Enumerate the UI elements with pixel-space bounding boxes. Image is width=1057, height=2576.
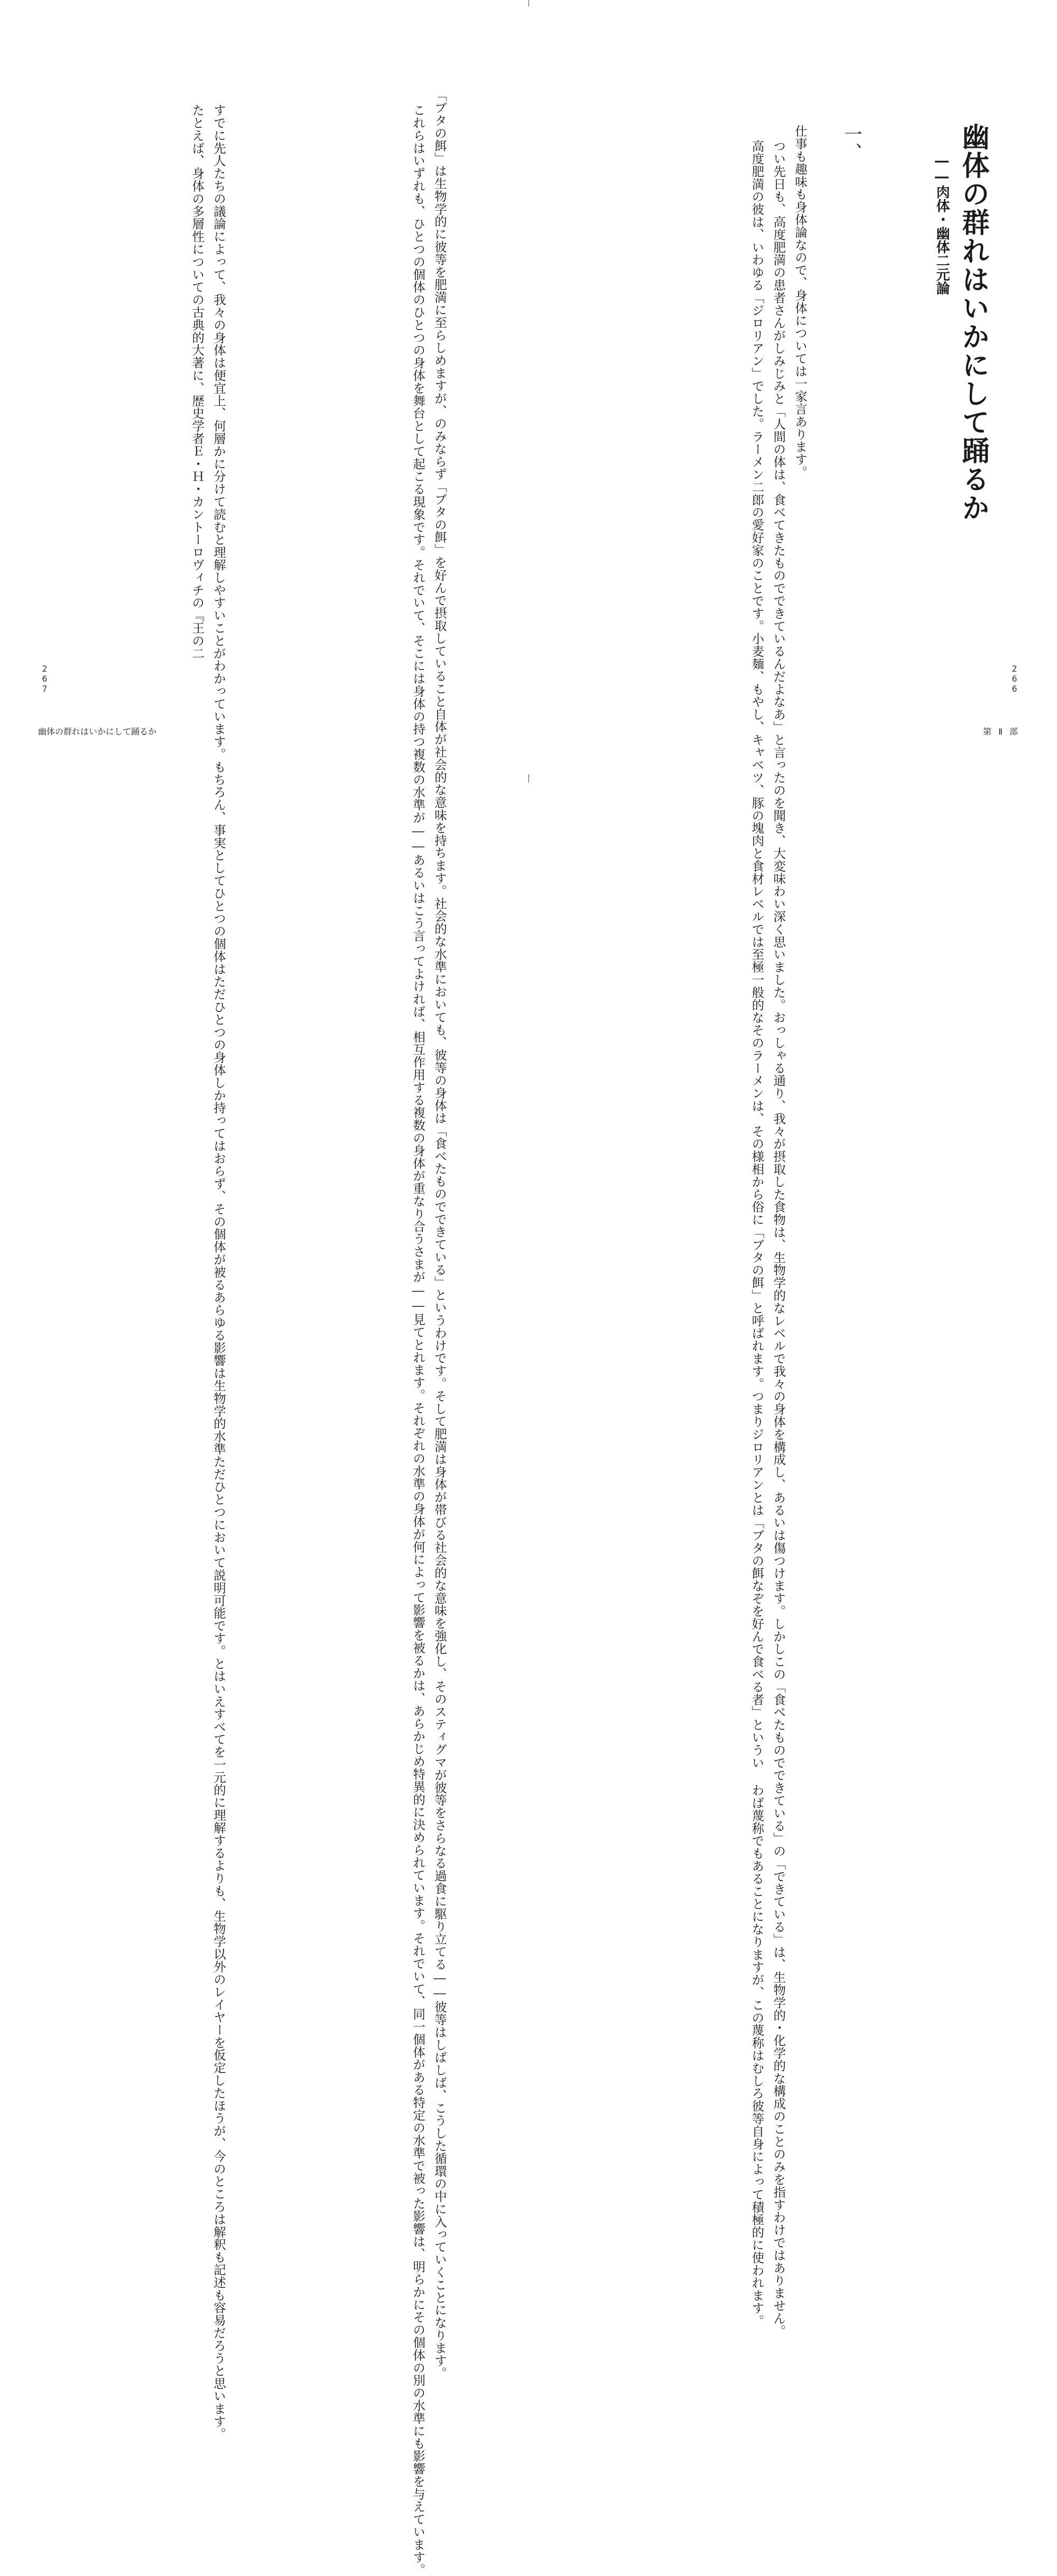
chapter-subtitle: ――肉体・幽体二元論	[934, 153, 950, 295]
left-page-body-part-1: 「ブタの餌」は生物学的に彼等を肥満に至らしめますが、のみならず「ブタの餌」を好んで摂取していること自体が社会的な意味を持ちます。社会的な水準においても、彼等の身体は「食べたものでできている」というわけです。そして肥満は身体が帯びる社会的な意味を強化し、そのスティグマが彼等をさらなる過食に駆り立てる――彼等はしばしば、こうした循環の中に入っていくことになります。 これらはいずれも、ひとつの個体のひとつの身体を舞台として起こる現象です。それでいて、そこには身体の持つ複数の水準が――あるいはこう言ってよければ、相互作用する複数の身体が重なり合うさまが――見てとれます。それぞれの水準の身体が何によって影響を被るかは、あらかじめ特異的に決められています。それでいて、同一個体がある特定の水準で被った影響は、明らかにその個体の別の水準にも影響を与えています。	[411, 89, 447, 2576]
crop-mark-bottom	[528, 774, 529, 783]
section-number: 一、	[841, 125, 862, 161]
crop-mark-top	[528, 0, 529, 6]
chapter-title: 幽体の群れはいかにして踊るか	[957, 123, 989, 522]
running-head-left: 幽体の群れはいかにして踊るか	[38, 727, 157, 737]
page-number-right: 266	[1009, 664, 1019, 694]
page-number-left: 267	[40, 664, 50, 694]
running-head-right: 第 Ⅱ 部	[983, 727, 1021, 737]
left-page-body-part-2: すでに先人たちの議論によって、我々の身体は便宜上、何層かに分けて読むと理解しやすいことがわかっています。もちろん、事実としてひとつの個体はただひとつの身体しか持ってはおらず、その個体が被るあらゆる影響は生物学的水準ただひとつにおいて説明可能です。とはいえすべてを一元的に理解するよりも、生物学以外のレイヤーを仮定したほうが、今のところは解釈も記述も容易だろうと思います。 たとえば、身体の多層性についての古典的大著に、歴史学者Ｅ・Ｈ・カントーロヴィチの『王の二	[190, 104, 226, 2440]
right-page-body: 仕事も趣味も身体論なので、身体については一家言あります。 つい先日も、高度肥満の患者さんがしみじみと「人間の体は、食べてきたものでできているんだよなあ」と言ったのを聞き、大変味わい深く思いました。おっしゃる通り、我々が摂取した食物は、生物学的なレベルで我々の身体を構成し、あるいは傷つけます。しかしこの「食べたものでできている」の「できている」は、生物学的・化学的な構成のことのみを指すわけではありません。 高度肥満の彼は、いわゆる「ジロリアン」でした。ラーメン二郎の愛好家のことです。小麦麺、もやし、キャベツ、豚の塊肉と食材レベルでは至極一般的なそのラーメンは、その様相から俗に「ブタの餌」と呼ばれます。つまりジロリアンとは「ブタの餌なぞを好んで食べる者」というい わば蔑称でもあることになりますが、この蔑称はむしろ彼等自身によって積極的に使われます。	[749, 125, 808, 2337]
